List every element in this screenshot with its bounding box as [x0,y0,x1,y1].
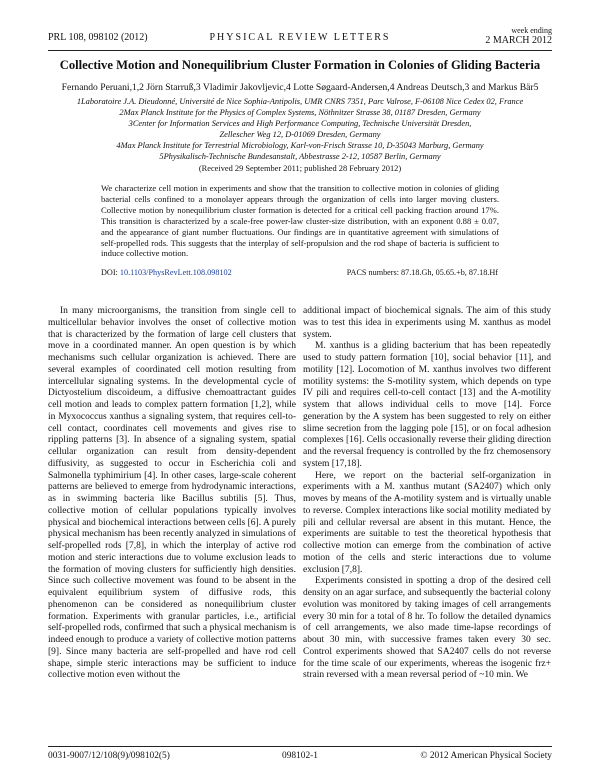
received-published-dates: (Received 29 September 2011; published 28 February 2012) [198,164,402,173]
paragraph: M. xanthus is a gliding bacterium that has been repeatedly used to study pattern formation [10], social behavior [11], and motility [12]. Locomotion of M. xanthus involves two different motility systems: the S-motility system, which depends on type IV pili and requires cell-to-cell contact [13] and the A-motility system that allows individual cells to move [14]. Force generation by the A system has been suggested to rely on either slime secretion from the lagging pole [15], or on focal adhesion complexes [16]. Cells occasionally reverse their gliding direction and the reversal frequency is controlled by the frz chemosensory system [17,18]. [303,341,551,469]
pacs-numbers: PACS numbers: 87.18.Gh, 05.65.+b, 87.18.Hf [346,268,498,277]
paragraph: In many microorganisms, the transition from single cell to multicellular behavior involves the onset of collective motion that is characterized by the formation of large cell clusters that move in a coordinated manner. An open question is by which mechanisms such cellular organization is achieved. There are several examples of coordinated cell motion resulting from intercellular signaling systems. In the developmental cycle of Dictyostelium discoideum, a diffusive chemoattractant guides cell motion and leads to complex pattern formation [1,2], while in Myxococcus xanthus a signaling system, that requires cell-to-cell contact, coordinates cell movements and gives rise to rippling patterns [3]. In absence of a signaling system, spatial cellular organization can result from density-dependent diffusivity, as suggested to occur in Escherichia coli and Salmonella typhimirium [4]. In other cases, large-scale coherent patterns are believed to emerge from hydrodynamic interactions, as in swimming bacteria like Bacillus subtilis [5]. Thus, collective motion of cellular populations typically involves physical and biochemical interactions between cells [6]. A purely physical mechanism has been recently analyzed in simulations of self-propelled rods [7,8], in which the interplay of active rod motion and steric interactions due to volume exclusion leads to the formation of moving clusters for sufficiently high densities. Since such collective movement was found to be absent in the equivalent equilibrium system of diffusive rods, this phenomenon can be considered as nonequilibrium cluster formation. Experiments with granular particles, i.e., artificial self-propelled rods, confirmed that such a physical mechanism is indeed enough to produce a variety of collective motion patterns [9]. Since many bacteria are self-propelled and have rod cell shape, simple steric interactions may be sufficient to induce collective motion even without the [48,306,296,681]
copyright: © 2012 American Physical Society [420,751,552,761]
week-ending [485,26,552,46]
abstract: We characterize cell motion in experiments and show that the transition to collective motion in colonies of gliding bacterial cells confined to a monolayer appears through the organization of cells into larger moving clusters. Collective motion by nonequilibrium cluster formation is detected for a critical cell packing fraction around 17%. This transition is characterized by a scale-free power-law cluster-size distribution, with an exponent 0.88 ± 0.07, and the appearance of giant number fluctuations. Our findings are in quantitative agreement with simulations of self-propelled rods. This suggests that the interplay of self-propulsion and the rod shape of bacteria is sufficient to induce collective motion. [101,183,499,259]
doi-link[interactable]: 10.1103/PhysRevLett.108.098102 [119,268,232,277]
paragraph: Experiments consisted in spotting a drop of the desired cell density on an agar surface, and subsequently the bacterial colony evolution was monitored by taking images of cell arrangements every 30 min for a total of 8 hr. To follow the detailed dynamics of cell arrangements, we also made time-lapse recordings of about 30 min, with successive frames taken every 30 sec. Control experiments showed that SA2407 cells do not reverse for the time scale of our experiments, whereas the isogenic frz+ strain reversed with a mean reversal period of ~10 min. We [303,576,551,681]
paper-title: Collective Motion and Nonequilibrium Cluster Formation in Colonies of Gliding Bacteria [59,58,541,72]
affiliation: 1Laboratoire J.A. Dieudonné, Université de Nice Sophia-Antipolis, UMR CNRS 7351, Parc Valrose, F-06108 Nice Cedex 02, France [76,97,524,106]
week-ending-label: week ending [511,26,552,35]
affiliation: Zellescher Weg 12, D-01069 Dresden, Germany [219,129,381,139]
affiliation: 4Max Planck Institute for Terrestrial Microbiology, Karl-von-Frisch Strasse 10, D-35043 Marburg, Germany [116,140,484,150]
doi-label: DOI: [101,268,118,277]
journal-name: PHYSICAL REVIEW LETTERS [209,32,391,43]
page-number: 098102-1 [282,751,318,761]
affiliations [60,97,540,162]
right-column [303,306,551,682]
affiliation: 2Max Planck Institute for the Physics of Complex Systems, Nöthnitzer Strasse 38, 01187 Dresden, Germany [119,107,481,117]
left-column [48,306,296,682]
affiliation: 5Physikalisch-Technische Bundesanstalt, Abbestrasse 2-12, 10587 Berlin, Germany [159,151,441,161]
week-ending-date: 2 MARCH 2012 [485,35,552,46]
author-list: Fernando Peruani,1,2 Jörn Starruß,3 Vladimir Jakovljevic,4 Lotte Søgaard-Andersen,4 Andreas Deutsch,3 and Markus Bär5 [61,82,539,93]
footer-rule [48,746,552,747]
footer-code: 0031-9007/12/108(9)/098102(5) [48,751,170,761]
journal-ref: PRL 108, 098102 (2012) [48,32,148,43]
running-header [48,26,552,48]
doi-line [101,268,232,277]
affiliation: 3Center for Information Services and High Performance Computing, Technische Universität Dresden, [128,118,472,128]
paragraph: additional impact of biochemical signals. The aim of this study was to test this idea in experiments using M. xanthus as model system. [303,306,551,340]
header-rule [48,50,552,51]
paragraph: Here, we report on the bacterial self-organization in experiments with a M. xanthus mutant (SA2407) which only moves by means of the A-motility system and is virtually unable to reverse. Complex interactions like social motility mediated by pili and cellular reversal are absent in this mutant. Hence, the experiments are suitable to test the theoretical hypothesis that collective motion can emerge from the combination of active motion of the cells and steric interactions due to volume exclusion [7,8]. [303,470,551,575]
